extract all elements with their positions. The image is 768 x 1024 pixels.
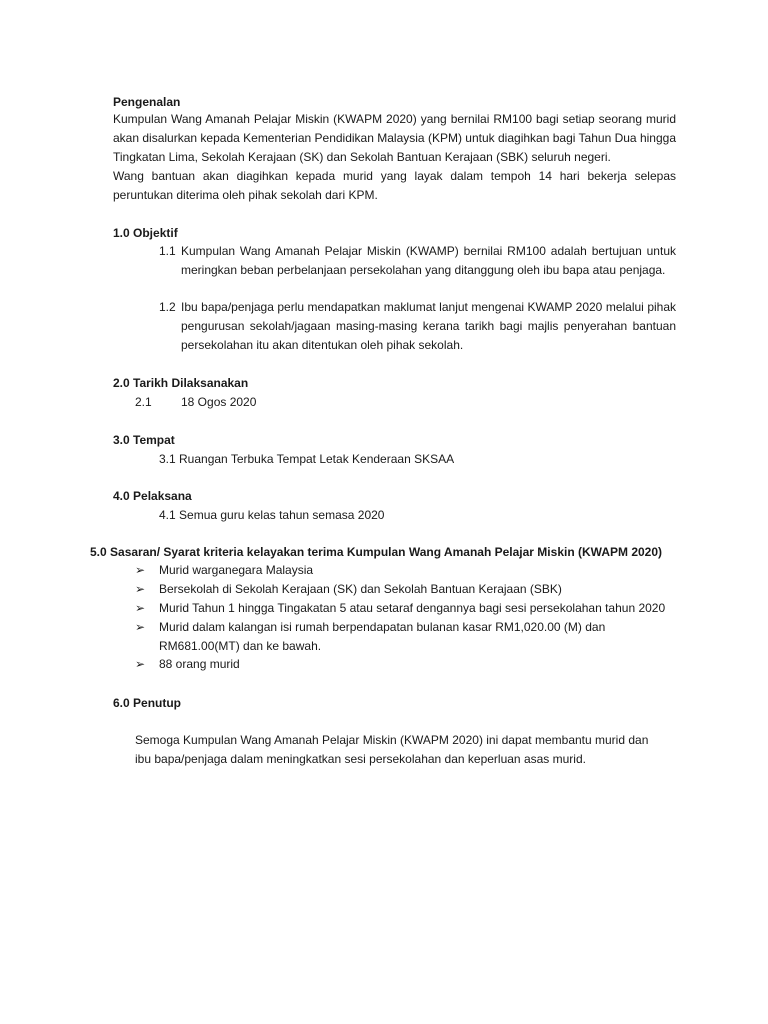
section-2-heading: 2.0 Tarikh Dilaksanakan	[113, 376, 249, 390]
item-1-2-number: 1.2	[159, 300, 176, 314]
list-item: Murid warganegara Malaysia	[159, 563, 314, 577]
section-1-heading: 1.0 Objektif	[113, 226, 178, 240]
list-item: Murid dalam kalangan isi rumah berpendapatan bulanan kasar RM1,020.00 (M) dan RM681.00(MT) dan ke bawah.	[159, 620, 606, 653]
section-3-heading: 3.0 Tempat	[113, 433, 175, 447]
item-4-1: 4.1 Semua guru kelas tahun semasa 2020	[159, 508, 385, 522]
arrow-bullet-icon: ➢	[135, 563, 146, 577]
section-6-heading: 6.0 Penutup	[113, 696, 182, 710]
arrow-bullet-icon: ➢	[135, 601, 146, 615]
intro-paragraph-1: Kumpulan Wang Amanah Pelajar Miskin (KWAPM 2020) yang bernilai RM100 bagi setiap seorang murid akan disalurkan kepada Kementerian Pendidikan Malaysia (KPM) untuk diagihkan bagi Tahun Dua hingga Tingkatan Lima, Sekolah Kerajaan (SK) dan Sekolah Bantuan Kerajaan (SBK) seluruh negeri.	[113, 112, 676, 164]
list-item: Bersekolah di Sekolah Kerajaan (SK) dan Sekolah Bantuan Kerajaan (SBK)	[159, 582, 562, 596]
closing-paragraph: Semoga Kumpulan Wang Amanah Pelajar Miskin (KWAPM 2020) ini dapat membantu murid dan ibu bapa/penjaga dalam meningkatkan sesi persekolahan dan keperluan asas murid.	[135, 733, 649, 766]
item-1-1-number: 1.1	[159, 244, 176, 258]
intro-heading: Pengenalan	[113, 95, 181, 109]
arrow-bullet-icon: ➢	[135, 582, 146, 596]
item-3-1: 3.1 Ruangan Terbuka Tempat Letak Kenderaan SKSAA	[159, 452, 455, 466]
item-1-2-text: Ibu bapa/penjaga perlu mendapatkan maklumat lanjut mengenai KWAMP 2020 melalui pihak pengurusan sekolah/jagaan masing-masing kerana tarikh bagi majlis penyerahan bantuan persekolahan itu akan ditentukan oleh pihak sekolah.	[181, 300, 676, 352]
arrow-bullet-icon: ➢	[135, 657, 146, 671]
arrow-bullet-icon: ➢	[135, 620, 146, 634]
section-4-heading: 4.0 Pelaksana	[113, 489, 192, 503]
section-5-heading: 5.0 Sasaran/ Syarat kriteria kelayakan terima Kumpulan Wang Amanah Pelajar Miskin (KWAPM 2020)	[90, 545, 663, 559]
item-1-1-text: Kumpulan Wang Amanah Pelajar Miskin (KWAMP) bernilai RM100 adalah bertujuan untuk meringkan beban perbelanjaan persekolahan yang ditanggung oleh ibu bapa atau penjaga.	[181, 244, 676, 277]
item-2-1-number: 2.1	[135, 395, 152, 409]
intro-paragraph-2: Wang bantuan akan diagihkan kepada murid yang layak dalam tempoh 14 hari bekerja selepas peruntukan diterima oleh pihak sekolah dari KPM.	[113, 169, 676, 202]
item-2-1-text: 18 Ogos 2020	[181, 395, 257, 409]
list-item: 88 orang murid	[159, 657, 240, 671]
list-item: Murid Tahun 1 hingga Tingakatan 5 atau setaraf dengannya bagi sesi persekolahan tahun 2020	[159, 601, 666, 615]
